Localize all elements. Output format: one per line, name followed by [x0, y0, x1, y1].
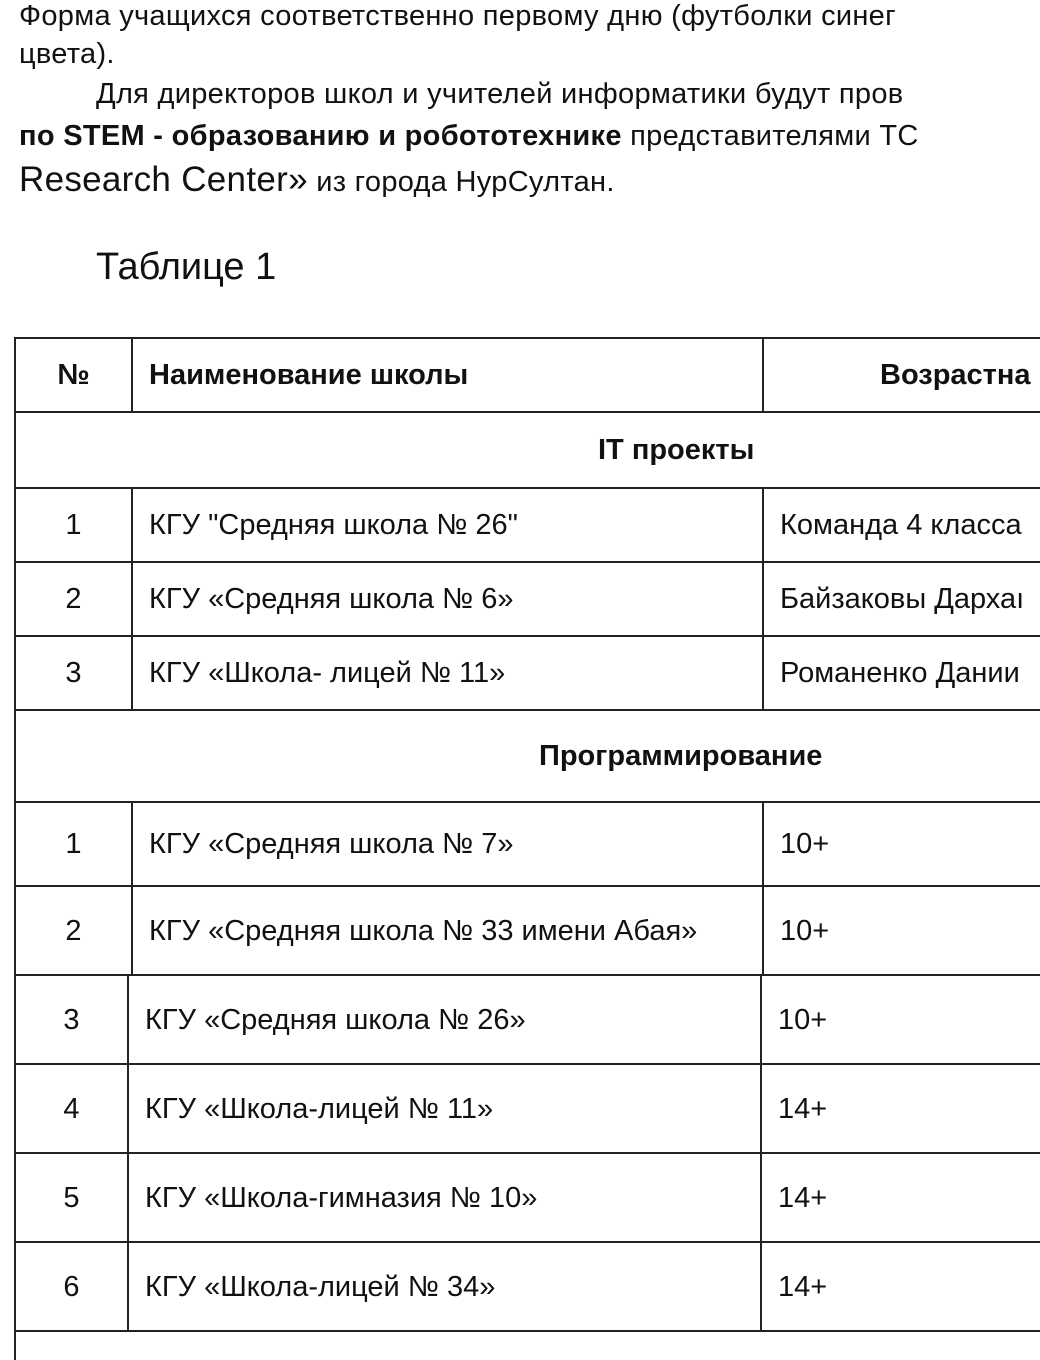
header-school-name: Наименование школы: [131, 339, 762, 412]
row-age: 14+: [760, 1154, 1040, 1242]
row-school-name: КГУ «Средняя школа № 26»: [127, 976, 760, 1064]
table-row: [14, 635, 1040, 710]
table-caption: Таблице 1: [96, 246, 277, 288]
row-num: 3: [14, 976, 127, 1064]
row-age: 10+: [760, 976, 1040, 1064]
section-title: Программирование: [539, 740, 823, 772]
table-row: [14, 1152, 1040, 1242]
table-row: [14, 801, 1040, 886]
paragraph-line: [19, 160, 615, 200]
table-row: [14, 974, 1040, 1064]
row-age: 10+: [762, 803, 1040, 886]
table-row: [14, 1241, 1040, 1331]
table-row: [14, 561, 1040, 636]
row-num: 1: [14, 489, 131, 562]
organization-name: Research Center»: [19, 160, 308, 199]
row-age: Команда 4 класса: [762, 489, 1040, 562]
row-school-name: КГУ «Средняя школа № 7»: [131, 803, 762, 886]
paragraph-text: из города НурСултан.: [307, 166, 615, 198]
row-age: Романенко Дании: [762, 637, 1040, 710]
section-row: [14, 411, 1040, 488]
row-num: 6: [14, 1243, 127, 1331]
row-num: 4: [14, 1065, 127, 1153]
section-row: [14, 709, 1040, 802]
row-age: 14+: [760, 1243, 1040, 1331]
table-border: [14, 1330, 16, 1360]
header-num: №: [14, 339, 131, 412]
row-school-name: КГУ «Средняя школа № 6»: [131, 563, 762, 636]
bold-phrase: по STEM - образованию и робототехнике: [19, 120, 622, 152]
paragraph-text: представителями ТС: [621, 120, 919, 152]
row-age: 14+: [760, 1065, 1040, 1153]
table-row: [14, 1063, 1040, 1153]
paragraph-line: Для директоров школ и учителей информатики будут пров: [96, 78, 904, 110]
table-header-row: [14, 337, 1040, 412]
row-age: 10+: [762, 887, 1040, 975]
row-school-name: КГУ «Школа-лицей № 34»: [127, 1243, 760, 1331]
section-title: IT проекты: [598, 434, 755, 466]
paragraph-line: цвета).: [19, 38, 115, 70]
row-num: 2: [14, 887, 131, 975]
paragraph-line: [19, 120, 919, 153]
row-num: 5: [14, 1154, 127, 1242]
row-num: 2: [14, 563, 131, 636]
table-row-divider: [14, 1330, 1040, 1332]
row-num: 1: [14, 803, 131, 886]
table-row: [14, 885, 1040, 975]
paragraph-line: Форма учащихся соответственно первому дню (футболки синег: [19, 0, 896, 32]
row-school-name: КГУ «Школа- лицей № 11»: [131, 637, 762, 710]
row-school-name: КГУ "Средняя школа № 26": [131, 489, 762, 562]
table-row: [14, 487, 1040, 562]
row-num: 3: [14, 637, 131, 710]
row-school-name: КГУ «Школа-гимназия № 10»: [127, 1154, 760, 1242]
row-school-name: КГУ «Школа-лицей № 11»: [127, 1065, 760, 1153]
row-age: Байзаковы Дархаı: [762, 563, 1040, 636]
header-age: Возрастна: [762, 339, 1040, 412]
row-school-name: КГУ «Средняя школа № 33 имени Абая»: [131, 887, 762, 975]
